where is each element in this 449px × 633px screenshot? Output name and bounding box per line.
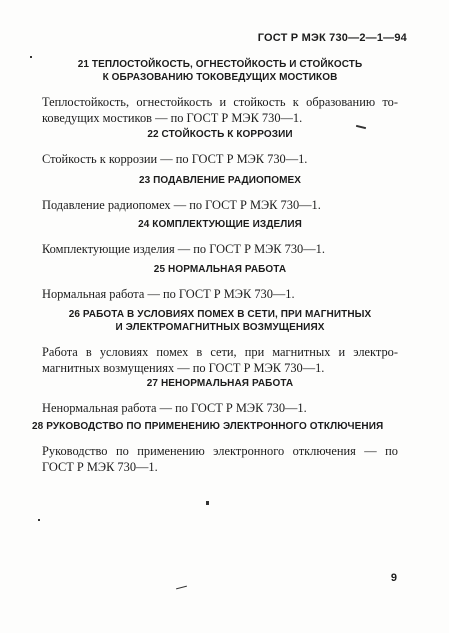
scan-mark <box>206 501 209 505</box>
section-heading <box>42 218 398 231</box>
heading-line: 22 СТОЙКОСТЬ К КОРРОЗИИ <box>147 129 293 140</box>
body-line: Работа в условиях помех в сети, при магнитных и электро- <box>42 345 398 359</box>
section-body <box>42 151 398 167</box>
heading-line: 25 НОРМАЛЬНАЯ РАБОТА <box>153 264 287 275</box>
heading-line: 24 КОМПЛЕКТУЮЩИЕ ИЗДЕЛИЯ <box>138 219 302 230</box>
heading-line: 26 РАБОТА В УСЛОВИЯХ ПОМЕХ В СЕТИ, ПРИ МАГНИТНЫХ <box>68 309 372 320</box>
heading-line: 23 ПОДАВЛЕНИЕ РАДИОПОМЕХ <box>138 175 302 186</box>
section-body <box>42 400 398 416</box>
body-line: Комплектующие изделия — по ГОСТ Р МЭК 730—1. <box>42 242 325 256</box>
section-27 <box>42 377 398 416</box>
body-line: Стойкость к коррозии — по ГОСТ Р МЭК 730—1. <box>42 152 308 166</box>
body-line: Нормальная работа — по ГОСТ Р МЭК 730—1. <box>42 287 295 301</box>
heading-line: К ОБРАЗОВАНИЮ ТОКОВЕДУЩИХ МОСТИКОВ <box>102 72 338 83</box>
heading-line: 27 НЕНОРМАЛЬНАЯ РАБОТА <box>146 378 294 389</box>
heading-line: 28 РУКОВОДСТВО ПО ПРИМЕНЕНИЮ ЭЛЕКТРОННОГО ОТКЛЮЧЕНИЯ <box>32 421 384 432</box>
section-heading <box>42 377 398 390</box>
section-25 <box>42 263 398 302</box>
section-body <box>42 286 398 302</box>
page-number: 9 <box>390 572 397 584</box>
section-body <box>42 197 398 213</box>
body-line: Ненормальная работа — по ГОСТ Р МЭК 730—1. <box>42 401 307 415</box>
section-heading <box>42 58 398 84</box>
section-heading <box>42 308 398 334</box>
heading-line: 21 ТЕПЛОСТОЙКОСТЬ, ОГНЕСТОЙКОСТЬ И СТОЙКОСТЬ <box>77 59 363 70</box>
section-body <box>42 443 398 475</box>
section-heading <box>42 263 398 276</box>
section-23 <box>42 174 398 213</box>
heading-line: И ЭЛЕКТРОМАГНИТНЫХ ВОЗМУЩЕНИЯХ <box>115 322 325 333</box>
section-body <box>42 344 398 376</box>
section-body <box>42 94 398 126</box>
section-26 <box>42 308 398 376</box>
body-line: Теплостойкость, огнестойкость и стойкость к образованию то- <box>42 95 398 109</box>
section-22 <box>42 128 398 167</box>
section-heading <box>32 420 398 433</box>
body-line: коведущих мостиков — по ГОСТ Р МЭК 730—1. <box>42 111 303 125</box>
section-24 <box>42 218 398 257</box>
section-heading <box>42 128 398 141</box>
page-header-standard: ГОСТ Р МЭК 730—2—1—94 <box>257 32 407 44</box>
scan-mark <box>30 56 32 58</box>
scan-mark <box>176 586 187 590</box>
section-21 <box>42 58 398 126</box>
scan-mark <box>38 519 40 521</box>
body-line: ГОСТ Р МЭК 730—1. <box>42 460 158 474</box>
section-body <box>42 241 398 257</box>
body-line: магнитных возмущениях — по ГОСТ Р МЭК 730—1. <box>42 361 325 375</box>
section-heading <box>42 174 398 187</box>
body-line: Подавление радиопомех — по ГОСТ Р МЭК 730—1. <box>42 198 321 212</box>
body-line: Руководство по применению электронного отключения — по <box>42 444 398 458</box>
section-28 <box>32 420 398 475</box>
